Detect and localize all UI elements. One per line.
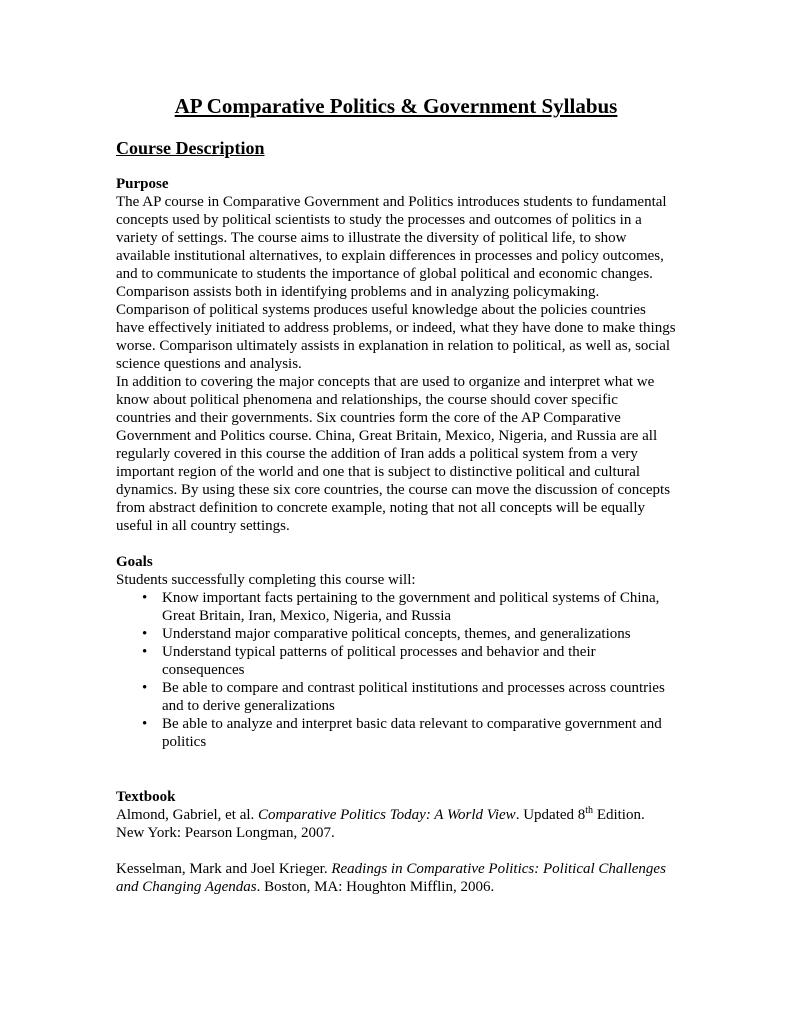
goal-item	[116, 643, 676, 679]
goal-text: Know important facts pertaining to the government and political systems of China, Great Britain, Iran, Mexico, Nigeria, and Russia	[162, 590, 660, 624]
section-title-course-description: Course Description	[116, 138, 265, 158]
syllabus-page	[116, 92, 676, 896]
ref1-authors: Almond, Gabriel, et al.	[116, 807, 259, 823]
ref1-title: Comparative Politics Today: A World View	[258, 807, 516, 823]
bullet-icon: •	[142, 680, 148, 696]
ref2-title: Readings in Comparative Politics: Political Challenges and Changing Agendas	[116, 861, 666, 895]
bullet-icon: •	[142, 626, 148, 642]
purpose-paragraph-2: In addition to covering the major concepts that are used to organize and interpret what we know about political phenomena and relationships, the course should cover specific countries and their governments. Six countries form the core of the AP Comparative Government and Politics course. China, Great Britain, Mexico, Nigeria, and Russia are all regularly covered in this course the addition of Iran adds a political system from a very important region of the world and one that is subject to distinctive political and cultural dynamics. By using these six core countries, the course can move the discussion of concepts from abstract definition to concrete example, noting that not all concepts will be equally useful in all country settings.	[116, 374, 671, 534]
bullet-icon: •	[142, 590, 148, 606]
textbook-reference-2	[116, 860, 676, 896]
textbook-heading: Textbook	[116, 789, 176, 805]
ref2-authors: Kesselman, Mark and Joel Krieger.	[116, 861, 332, 877]
ref1-edition-prefix: . Updated 8	[515, 807, 586, 823]
goals-heading: Goals	[116, 554, 153, 570]
bullet-icon: •	[142, 716, 148, 732]
goal-text: Be able to analyze and interpret basic data relevant to comparative government and politics	[162, 716, 662, 750]
goal-item	[116, 589, 676, 625]
document-title: AP Comparative Politics & Government Syllabus	[174, 94, 618, 118]
purpose-heading: Purpose	[116, 176, 169, 192]
textbook-reference-1	[116, 806, 676, 842]
bullet-icon: •	[142, 644, 148, 660]
purpose-paragraph-1: The AP course in Comparative Government and Politics introduces students to fundamental concepts used by political scientists to study the processes and outcomes of politics in a variety of settings. The course aims to illustrate the diversity of political life, to show available institutional alternatives, to explain differences in processes and policy outcomes, and to communicate to students the importance of global political and economic changes. Comparison assists both in identifying problems and in analyzing policymaking. Comparison of political systems produces useful knowledge about the policies countries have effectively initiated to address problems, or indeed, what they have done to make things worse. Comparison ultimately assists in explanation in relation to political, as well as, social science questions and analysis.	[116, 194, 676, 372]
goals-intro: Students successfully completing this course will:	[116, 572, 416, 588]
ref1-edition-suffix: Edition. New York: Pearson Longman, 2007.	[116, 807, 645, 841]
goal-text: Be able to compare and contrast political institutions and processes across countries and to derive generalizations	[162, 680, 665, 714]
goal-text: Understand major comparative political concepts, themes, and generalizations	[162, 626, 631, 642]
ref2-publisher: . Boston, MA: Houghton Mifflin, 2006.	[256, 879, 495, 895]
goal-item	[116, 715, 676, 751]
ref1-edition-superscript: th	[585, 805, 594, 816]
goal-item	[116, 679, 676, 715]
goal-item	[116, 625, 676, 643]
goals-list	[116, 589, 676, 751]
goal-text: Understand typical patterns of political processes and behavior and their consequences	[162, 644, 596, 678]
